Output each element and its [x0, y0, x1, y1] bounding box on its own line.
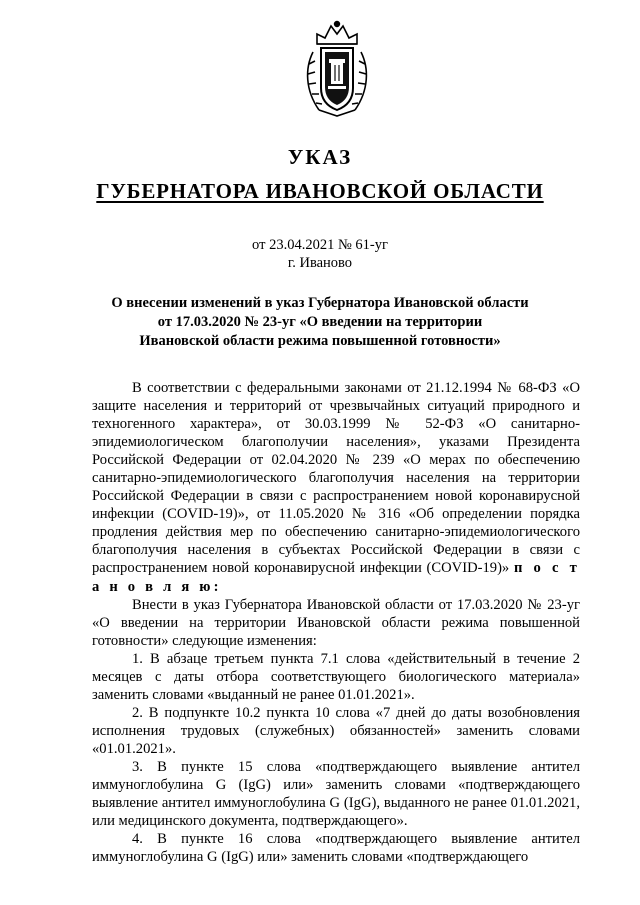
body-paragraph: 4. В пункте 16 слова «подтверждающего выявление антител иммуноглобулина G (IgG) или» заменить словами «подтверждающего [92, 831, 580, 866]
decree-heading [60, 294, 580, 351]
heading-line: от 17.03.2020 № 23-уг «О введении на территории [157, 314, 483, 330]
heading-line: О внесении изменений в указ Губернатора Ивановской области [111, 295, 529, 311]
coat-of-arms-icon [303, 18, 371, 118]
preamble-text: В соответствии с федеральными законами от 21.12.1994 № 68-ФЗ «О защите населения и территорий от чрезвычайных ситуаций природного и техногенного характера», от 30.03.1999 № 52-ФЗ «О санитарно-эпидемиологическом благополучии населения», указами Президента Российской Федерации от 02.04.2020 № 239 «О мерах по обеспечению санитарно-эпидемиологического благополучия населения на территории Российской Федерации в связи с распространением новой коронавирусной инфекции (COVID-19)», от 11.05.2020 № 316 «Об определении порядка продления действия мер по обеспечению санитарно-эпидемиологического благополучия населения в субъектах Российской Федерации в связи с распространением новой коронавирусной инфекции (COVID-19)» [92, 380, 580, 577]
subtitle-text: ГУБЕРНАТОРА ИВАНОВСКОЙ ОБЛАСТИ [96, 179, 544, 203]
preamble-paragraph [92, 379, 580, 596]
body-paragraph: 2. В подпункте 10.2 пункта 10 слова «7 дней до даты возобновления исполнения трудовых (служебных) обязанностей» заменить словами «01.01.2021». [92, 704, 580, 757]
body-paragraph: Внести в указ Губернатора Ивановской области от 17.03.2020 № 23-уг «О введении на территории Ивановской области режима повышенной готовности» следующие изменения: [92, 596, 580, 649]
body-paragraph: 1. В абзаце третьем пункта 7.1 слова «действительный в течение 2 месяцев с даты отбора соответствующего биологического материала» заменить словами «выданный не ранее 01.01.2021». [92, 650, 580, 703]
heading-line: Ивановской области режима повышенной готовности» [139, 333, 501, 349]
decree-date: от 23.04.2021 № 61-уг [252, 237, 388, 253]
body-paragraph: 3. В пункте 15 слова «подтверждающего выявление антител иммуноглобулина G (IgG) или» заменить словами «подтверждающего выявление антител иммуноглобулина G (IgG), выданного не ранее 01.01.2021, или медицинского документа, подтверждающего». [92, 758, 580, 830]
decree-body [92, 379, 580, 866]
date-block [0, 236, 640, 272]
document-title: УКАЗ [287, 145, 353, 169]
decree-city: г. Иваново [287, 255, 353, 271]
document-subtitle [0, 179, 640, 204]
decree-word: п о с т а н о в л я ю: [92, 560, 580, 595]
